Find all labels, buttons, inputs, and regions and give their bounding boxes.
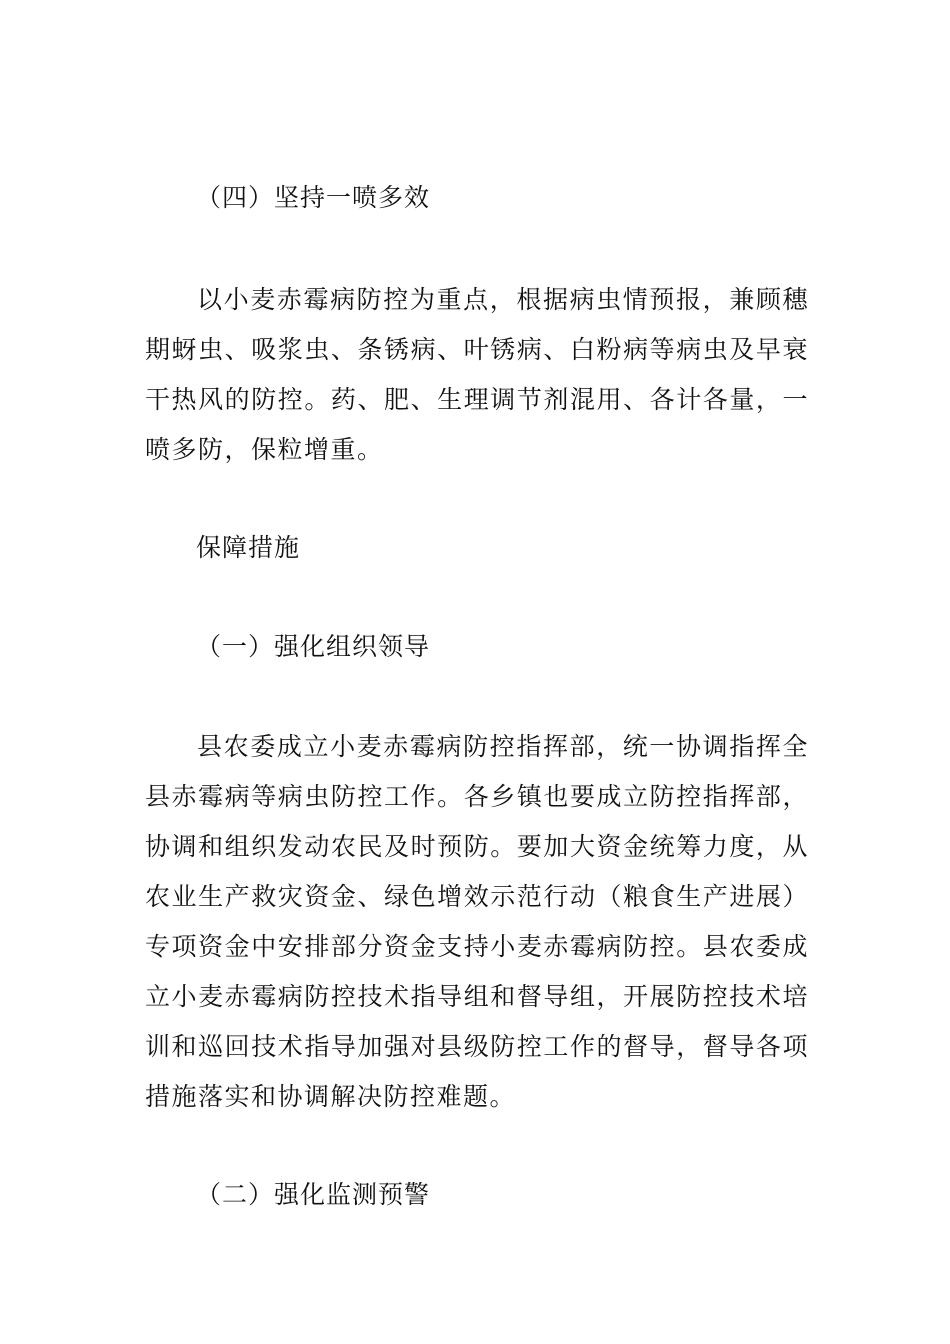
section-four-paragraph: 以小麦赤霉病防控为重点，根据病虫情预报，兼顾穗期蚜虫、吸浆虫、条锈病、叶锈病、白粉病等病虫及早衰干热风的防控。药、肥、生理调节剂混用、各计各量，一喷多防，保粒增重。	[145, 285, 809, 464]
measures-heading: 保障措施	[196, 533, 301, 562]
measure-two-heading: （二）强化监测预警	[196, 1180, 431, 1209]
measure-one-heading: （一）强化组织领导	[196, 632, 431, 661]
measure-one-paragraph: 县农委成立小麦赤霉病防控指挥部，统一协调指挥全县赤霉病等病虫防控工作。各乡镇也要成立防控指挥部，协调和组织发动农民及时预防。要加大资金统筹力度，从农业生产救灾资金、绿色增效示范行动（粮食生产进展）专项资金中安排部分资金支持小麦赤霉病防控。县农委成立小麦赤霉病防控技术指导组和督导组，开展防控技术培训和巡回技术指导加强对县级防控工作的督导，督导各项措施落实和协调解决防控难题。	[145, 732, 809, 1111]
section-four-heading: （四）坚持一喷多效	[196, 183, 431, 212]
